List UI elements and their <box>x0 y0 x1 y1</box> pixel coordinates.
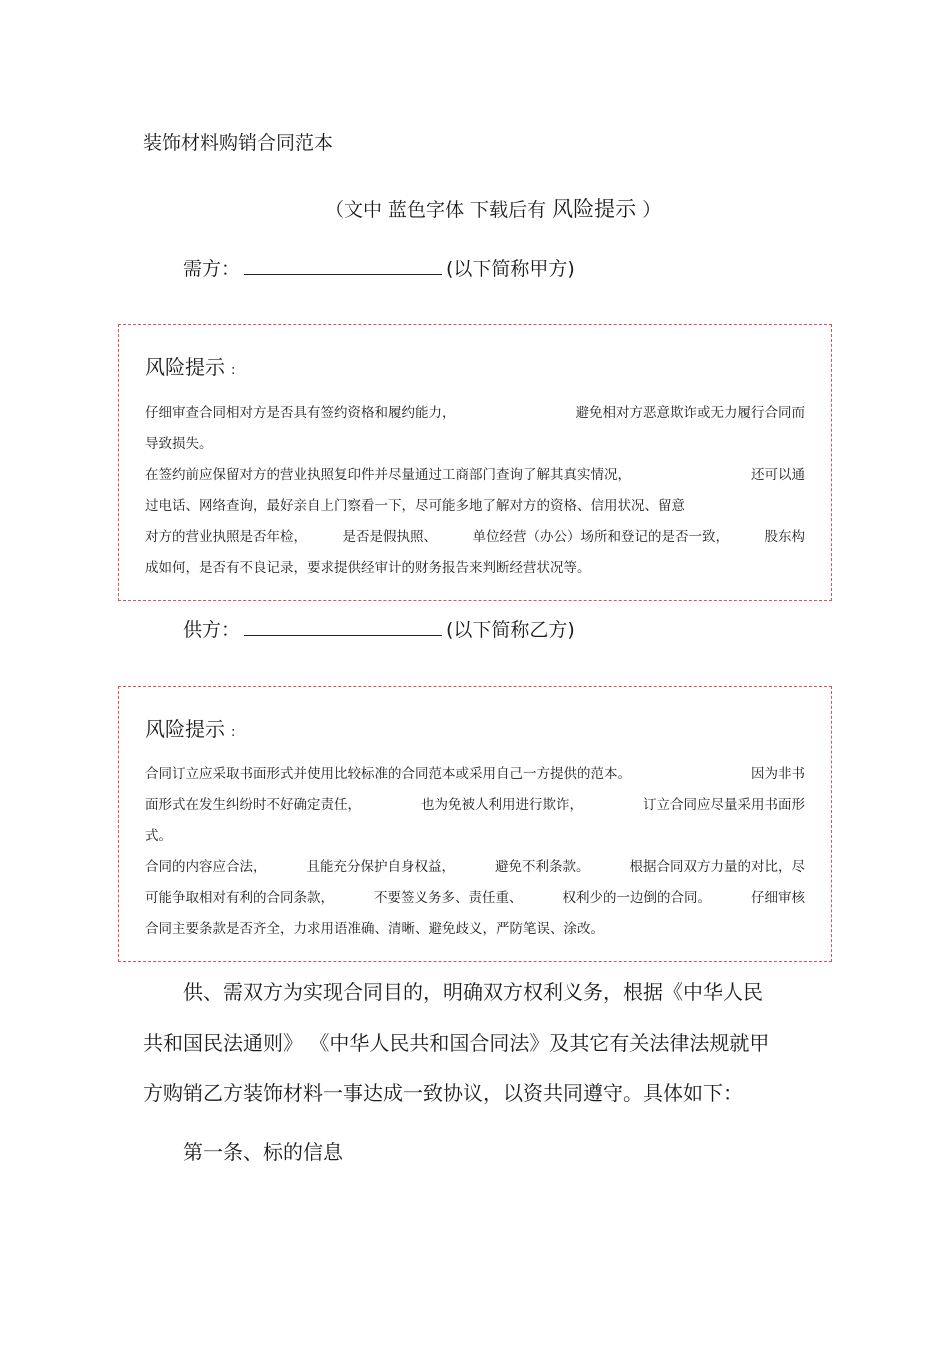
risk-line <box>145 917 805 937</box>
buyer-blank <box>244 256 442 275</box>
risk-line <box>145 886 805 906</box>
preamble-line: 方购销乙方装饰材料一事达成一致协议，以资共同遵守。具体如下： <box>143 1081 743 1105</box>
risk-line-segment: 在签约前应保留对方的营业执照复印件并尽量通过工商部门查询了解其真实情况， <box>145 467 631 483</box>
risk-title-colon: : <box>231 363 236 378</box>
risk-line-segment: 单位经营（办公）场所和登记的是否一致， <box>472 529 729 545</box>
risk-line-segment: 避免相对方恶意欺诈或无力履行合同而 <box>575 405 805 421</box>
risk-line-segment: 对方的营业执照是否年检， <box>145 529 307 545</box>
risk-line-segment: 避免不利条款。 <box>495 859 590 875</box>
risk-line-segment: 过电话、网络查询，最好亲自上门察看一下，尽可能多地了解对方的资格、信用状况、留意 <box>145 498 685 514</box>
risk-line <box>145 401 805 421</box>
risk-line-segment: 订立合同应尽量采用书面形 <box>643 797 805 813</box>
risk-line <box>145 855 805 875</box>
note-suffix: ） <box>642 199 662 221</box>
risk-line-segment: 不要签义务多、责任重、 <box>374 890 523 906</box>
note-prefix: （文中 蓝色字体 下载后有 <box>325 199 547 221</box>
buyer-suffix: (以下简称甲方) <box>446 258 575 280</box>
risk-line <box>145 525 805 545</box>
seller-blank <box>244 617 442 636</box>
seller-suffix: (以下简称乙方) <box>446 619 575 641</box>
risk-line-segment: 合同订立应采取书面形式并使用比较标准的合同范本或采用自己一方提供的范本。 <box>145 766 631 782</box>
risk-title-text: 风险提示 <box>145 355 225 379</box>
download-note <box>325 193 661 223</box>
risk-line-segment: 是否是假执照、 <box>342 529 437 545</box>
risk-title-1 <box>145 351 235 380</box>
risk-line <box>145 556 805 576</box>
article-heading: 第一条、标的信息 <box>183 1140 343 1164</box>
preamble-line: 供、需双方为实现合同目的，明确双方权利义务，根据《中华人民 <box>183 980 763 1004</box>
risk-line-segment: 导致损失。 <box>145 436 213 452</box>
risk-line-segment: 还可以通 <box>751 467 805 483</box>
seller-line <box>183 615 575 642</box>
risk-line-segment: 因为非书 <box>751 766 805 782</box>
risk-title-colon: : <box>231 725 236 740</box>
risk-line-segment: 可能争取相对有利的合同条款， <box>145 890 334 906</box>
document-title: 装饰材料购销合同范本 <box>143 132 334 154</box>
seller-label: 供方： <box>183 619 241 641</box>
risk-line-segment: 且能充分保护自身权益， <box>306 859 455 875</box>
risk-line-segment: 仔细审核 <box>751 890 805 906</box>
note-highlight: 风险提示 <box>552 197 637 221</box>
risk-line-segment: 权利少的一边倒的合同。 <box>562 890 711 906</box>
risk-line <box>145 432 805 452</box>
risk-line-segment: 合同的内容应合法， <box>145 859 267 875</box>
risk-line-segment: 股东构 <box>764 529 805 545</box>
risk-line <box>145 762 805 782</box>
risk-line-segment: 根据合同双方力量的对比，尽 <box>629 859 805 875</box>
risk-line-segment: 成如何，是否有不良记录，要求提供经审计的财务报告来判断经营状况等。 <box>145 560 591 576</box>
preamble-line: 共和国民法通则》 《中华人民共和国合同法》及其它有关法律法规就甲 <box>143 1031 770 1055</box>
risk-line-segment: 式。 <box>145 828 172 844</box>
risk-box-1 <box>118 324 832 601</box>
risk-line <box>145 793 805 813</box>
buyer-line <box>183 254 575 281</box>
risk-title-2 <box>145 713 235 742</box>
risk-line <box>145 824 805 844</box>
risk-line-segment: 也为免被人利用进行欺诈， <box>421 797 583 813</box>
risk-line-segment: 合同主要条款是否齐全，力求用语准确、清晰、避免歧义，严防笔误、涂改。 <box>145 921 604 937</box>
risk-line <box>145 463 805 483</box>
risk-line-segment: 仔细审查合同相对方是否具有签约资格和履约能力， <box>145 405 456 421</box>
risk-title-text: 风险提示 <box>145 717 225 741</box>
buyer-label: 需方： <box>183 258 241 280</box>
risk-line <box>145 494 805 514</box>
risk-box-2 <box>118 686 832 962</box>
risk-line-segment: 面形式在发生纠纷时不好确定责任， <box>145 797 361 813</box>
